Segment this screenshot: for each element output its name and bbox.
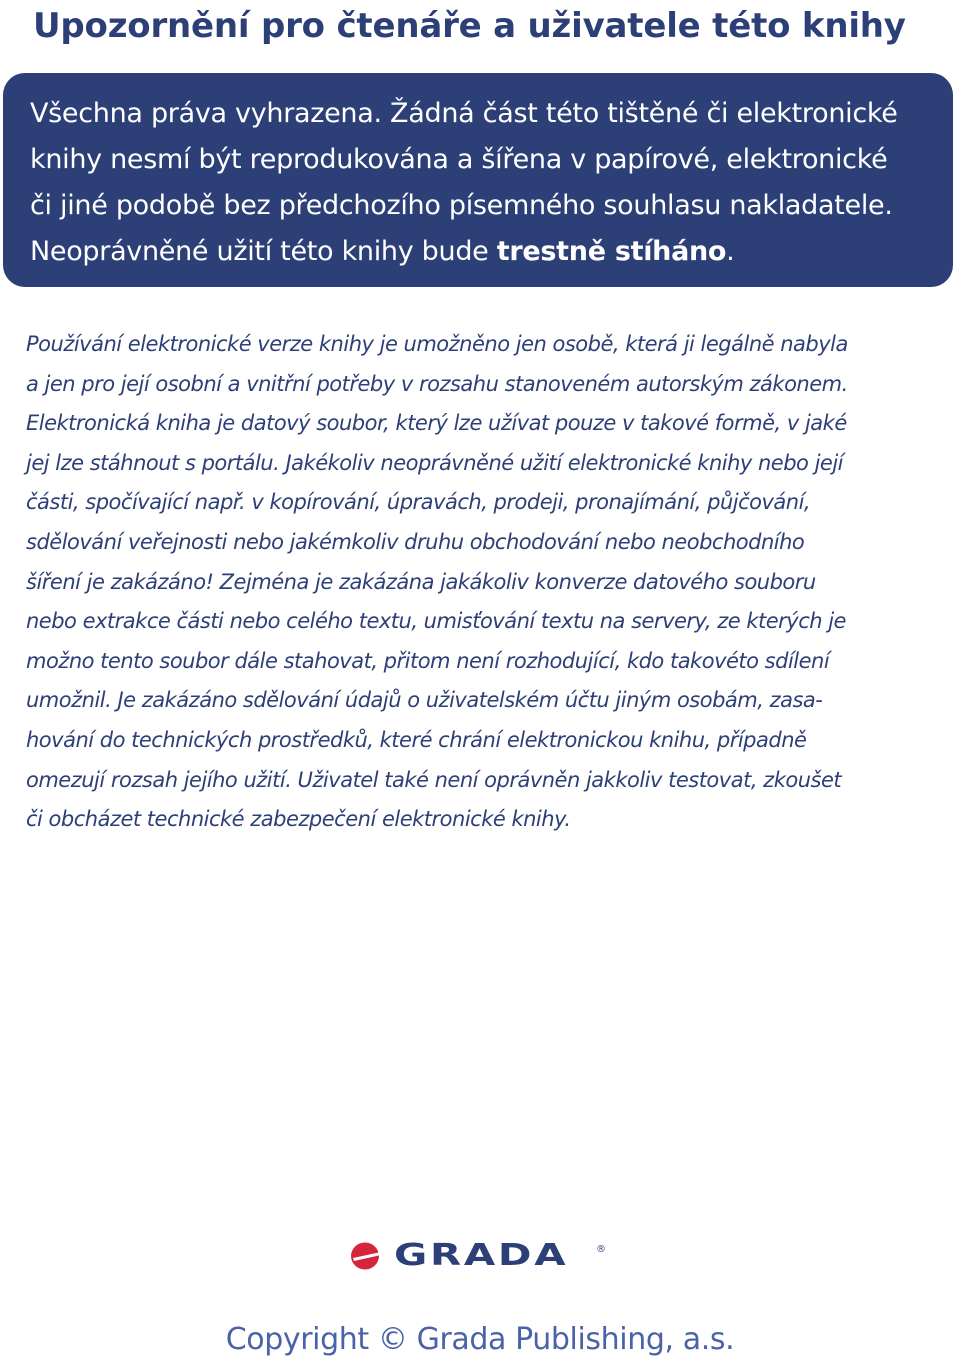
rights-line-last-start: Neoprávněné užití této knihy bude (30, 236, 497, 267)
usage-line: a jen pro její osobní a vnitřní potřeby v rozsahu stanoveném autorským zákonem. (26, 371, 848, 396)
copyright-notice: Copyright © Grada Publishing, a.s. (225, 1322, 735, 1357)
rights-emphasis: trestně stíháno (496, 236, 727, 267)
rights-notice-box (3, 73, 953, 287)
usage-line: nebo extrakce části nebo celého textu, umisťování textu na servery, ze kterých je (26, 609, 846, 634)
usage-line: šíření je zakázáno! Zejména je zakázána jakákoliv konverze datového souboru (26, 569, 816, 594)
usage-line: části, spočívající např. v kopírování, úpravách, prodeji, pronajímání, půjčování, (26, 490, 811, 515)
usage-line: sdělování veřejnosti nebo jakémkoliv druhu obchodování nebo neobchodního (26, 529, 805, 554)
rights-line: či jiné podobě bez předchozího písemného souhlasu nakladatele. (30, 190, 893, 221)
usage-line: hování do technických prostředků, které chrání elektronickou knihu, případně (26, 727, 807, 752)
registered-mark: ® (596, 1244, 606, 1255)
usage-line: jej lze stáhnout s portálu. Jakékoliv neoprávněné užití elektronické knihy nebo její (26, 450, 844, 475)
usage-line: Elektronická kniha je datový soubor, který lze užívat pouze v takové formě, v jaké (26, 411, 847, 436)
rights-line-last-end: . (726, 236, 735, 267)
usage-line: omezují rozsah jejího užití. Uživatel také není oprávněn jakkoliv testovat, zkoušet (26, 767, 842, 792)
page-title: Upozornění pro čtenáře a uživatele této knihy (33, 6, 906, 46)
usage-line: či obcházet technické zabezpečení elektronické knihy. (26, 807, 571, 832)
usage-line: umožnil. Je zakázáno sdělování údajů o uživatelském účtu jiným osobám, zasa- (26, 688, 823, 713)
rights-line: knihy nesmí být reprodukována a šířena v papírové, elektronické (30, 144, 888, 175)
grada-logo-text: GRADA (394, 1238, 569, 1273)
usage-line: možno tento soubor dále stahovat, přitom není rozhodující, kdo takovéto sdílení (26, 648, 830, 673)
grada-logo (350, 1238, 610, 1274)
rights-line-last (30, 229, 943, 275)
rights-line: Všechna práva vyhrazena. Žádná část této tištěné či elektronické (30, 98, 898, 129)
usage-terms-paragraph (26, 325, 930, 840)
grada-logo-mark-icon (350, 1241, 384, 1271)
usage-line: Používání elektronické verze knihy je umožněno jen osobě, která ji legálně nabyla (26, 332, 848, 356)
